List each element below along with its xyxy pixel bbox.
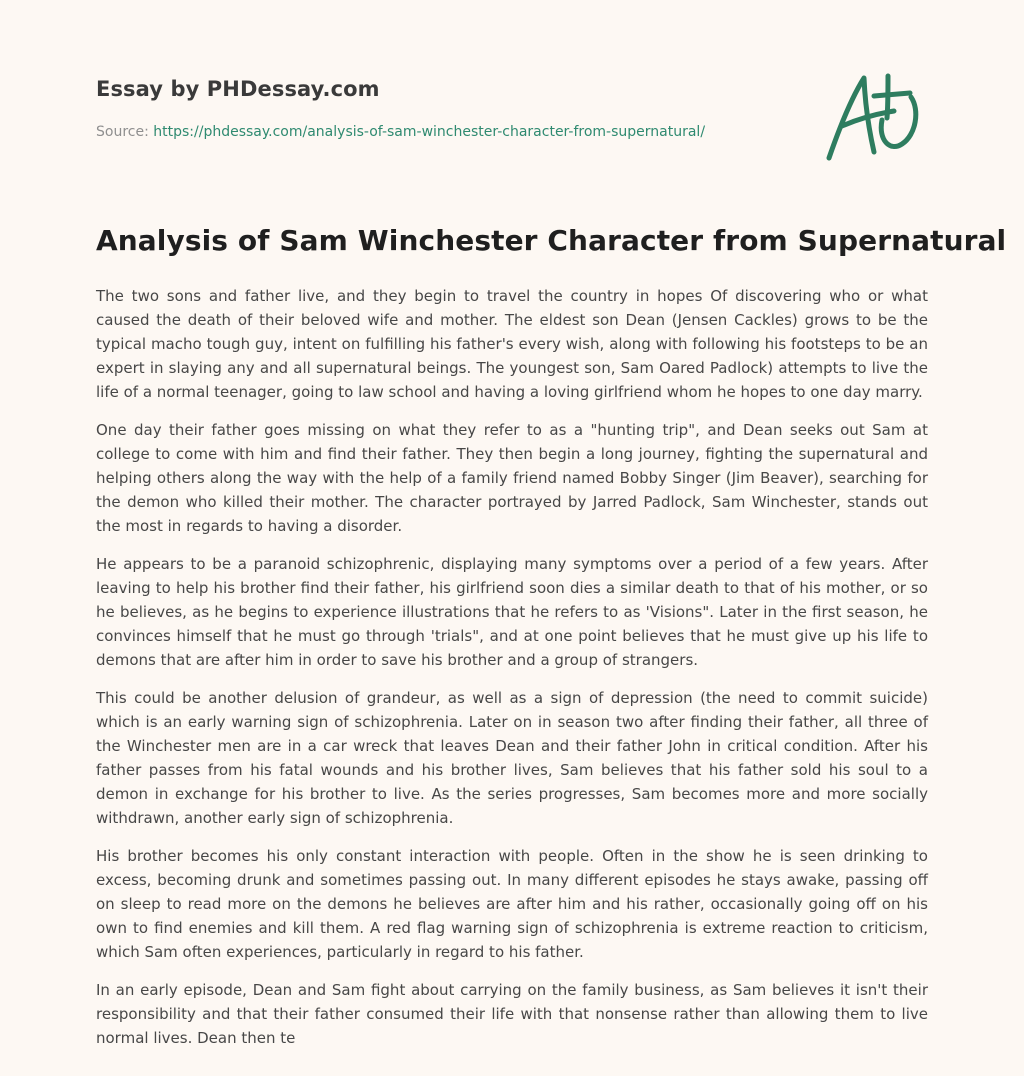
- source-label: Source:: [96, 124, 154, 140]
- essay-body: [96, 284, 928, 1064]
- essay-title: Analysis of Sam Winchester Character from Supernatural: [96, 224, 1007, 257]
- source-line: [96, 124, 705, 140]
- essay-paragraph: The two sons and father live, and they begin to travel the country in hopes Of discovering who or what caused the death of their beloved wife and mother. The eldest son Dean (Jensen Cackles) grows to be the typical macho tough guy, intent on fulfilling his father's every wish, along with following his footsteps to be an expert in slaying any and all supernatural beings. The youngest son, Sam Oared Padlock) attempts to live the life of a normal teenager, going to law school and having a loving girlfriend whom he hopes to one day marry.: [96, 287, 928, 401]
- a-plus-grade-icon: [818, 66, 930, 168]
- site-brand: Essay by PHDessay.com: [96, 77, 380, 101]
- essay-paragraph: He appears to be a paranoid schizophrenic, displaying many symptoms over a period of a few years. After leaving to help his brother find their father, his girlfriend soon dies a similar death to that of his mother, or so he believes, as he begins to experience illustrations that he refers to as 'Visions". Later in the first season, he convinces himself that he must go through 'trials", and at one point believes that he must give up his life to demons that are after him in order to save his brother and a group of strangers.: [96, 555, 928, 669]
- essay-paragraph: His brother becomes his only constant interaction with people. Often in the show he is seen drinking to excess, becoming drunk and sometimes passing out. In many different episodes he stays awake, passing off on sleep to read more on the demons he believes are after him and his rather, occasionally going off on his own to find enemies and kill them. A red flag warning sign of schizophrenia is extreme reaction to criticism, which Sam often experiences, particularly in regard to his father.: [96, 847, 928, 961]
- essay-paragraph: In an early episode, Dean and Sam fight about carrying on the family business, as Sam believes it isn't their responsibility and that their father consumed their life with that nonsense rather than allowing them to live normal lives. Dean then te: [96, 981, 928, 1047]
- essay-paragraph: One day their father goes missing on what they refer to as a "hunting trip", and Dean seeks out Sam at college to come with him and find their father. They then begin a long journey, fighting the supernatural and helping others along the way with the help of a family friend named Bobby Singer (Jim Beaver), searching for the demon who killed their mother. The character portrayed by Jarred Padlock, Sam Winchester, stands out the most in regards to having a disorder.: [96, 421, 928, 535]
- source-link[interactable]: https://phdessay.com/analysis-of-sam-winchester-character-from-supernatural/: [153, 124, 706, 140]
- essay-paragraph: This could be another delusion of grandeur, as well as a sign of depression (the need to commit suicide) which is an early warning sign of schizophrenia. Later on in season two after finding their father, all three of the Winchester men are in a car wreck that leaves Dean and their father John in critical condition. After his father passes from his fatal wounds and his brother lives, Sam believes that his father sold his soul to a demon in exchange for his brother to live. As the series progresses, Sam becomes more and more socially withdrawn, another early sign of schizophrenia.: [96, 689, 928, 827]
